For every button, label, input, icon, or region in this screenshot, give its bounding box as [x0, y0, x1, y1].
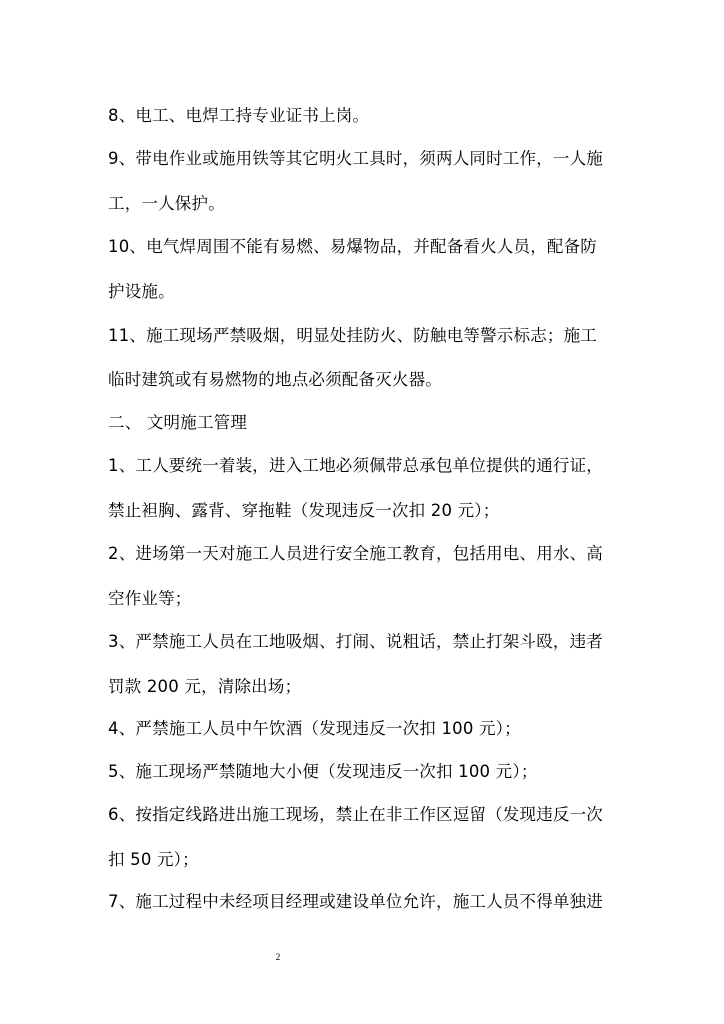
- text-line: 7、施工过程中未经项目经理或建设单位允许，施工人员不得单独进: [108, 892, 603, 911]
- text-line: 11、施工现场严禁吸烟，明显处挂防火、防触电等警示标志；施工: [108, 326, 597, 345]
- text-line: 4、严禁施工人员中午饮酒（发现违反一次扣 100 元）；: [108, 719, 521, 738]
- text-line: 2、进场第一天对施工人员进行安全施工教育，包括用电、用水、高: [108, 544, 603, 563]
- text-line: 临时建筑或有易燃物的地点必须配备灭火器。: [108, 370, 442, 389]
- text-line: 扣 50 元）；: [108, 850, 199, 869]
- text-line: 9、带电作业或施用铁等其它明火工具时，须两人同时工作，一人施: [108, 149, 603, 168]
- text-line: 护设施。: [108, 282, 175, 301]
- text-line: 禁止袒胸、露背、穿拖鞋（发现违反一次扣 20 元）；: [108, 501, 500, 520]
- text-line: 1、工人要统一着装，进入工地必须佩带总承包单位提供的通行证，: [108, 456, 603, 475]
- text-line: 3、严禁施工人员在工地吸烟、打闹、说粗话，禁止打架斗殴，违者: [108, 632, 603, 651]
- text-line: 空作业等；: [108, 589, 192, 608]
- text-line: 10、电气焊周围不能有易燃、易爆物品，并配备看火人员，配备防: [108, 237, 597, 256]
- text-line: 罚款 200 元，清除出场；: [108, 677, 302, 696]
- text-line: 5、施工现场严禁随地大小便（发现违反一次扣 100 元）；: [108, 762, 538, 781]
- page-number: 2: [275, 952, 281, 962]
- section-heading: 二、 文明施工管理: [108, 413, 248, 432]
- text-line: 8、电工、电焊工持专业证书上岗。: [108, 106, 370, 125]
- text-line: 6、按指定线路进出施工现场，禁止在非工作区逗留（发现违反一次: [108, 805, 603, 824]
- text-line: 工，一人保护。: [108, 194, 225, 213]
